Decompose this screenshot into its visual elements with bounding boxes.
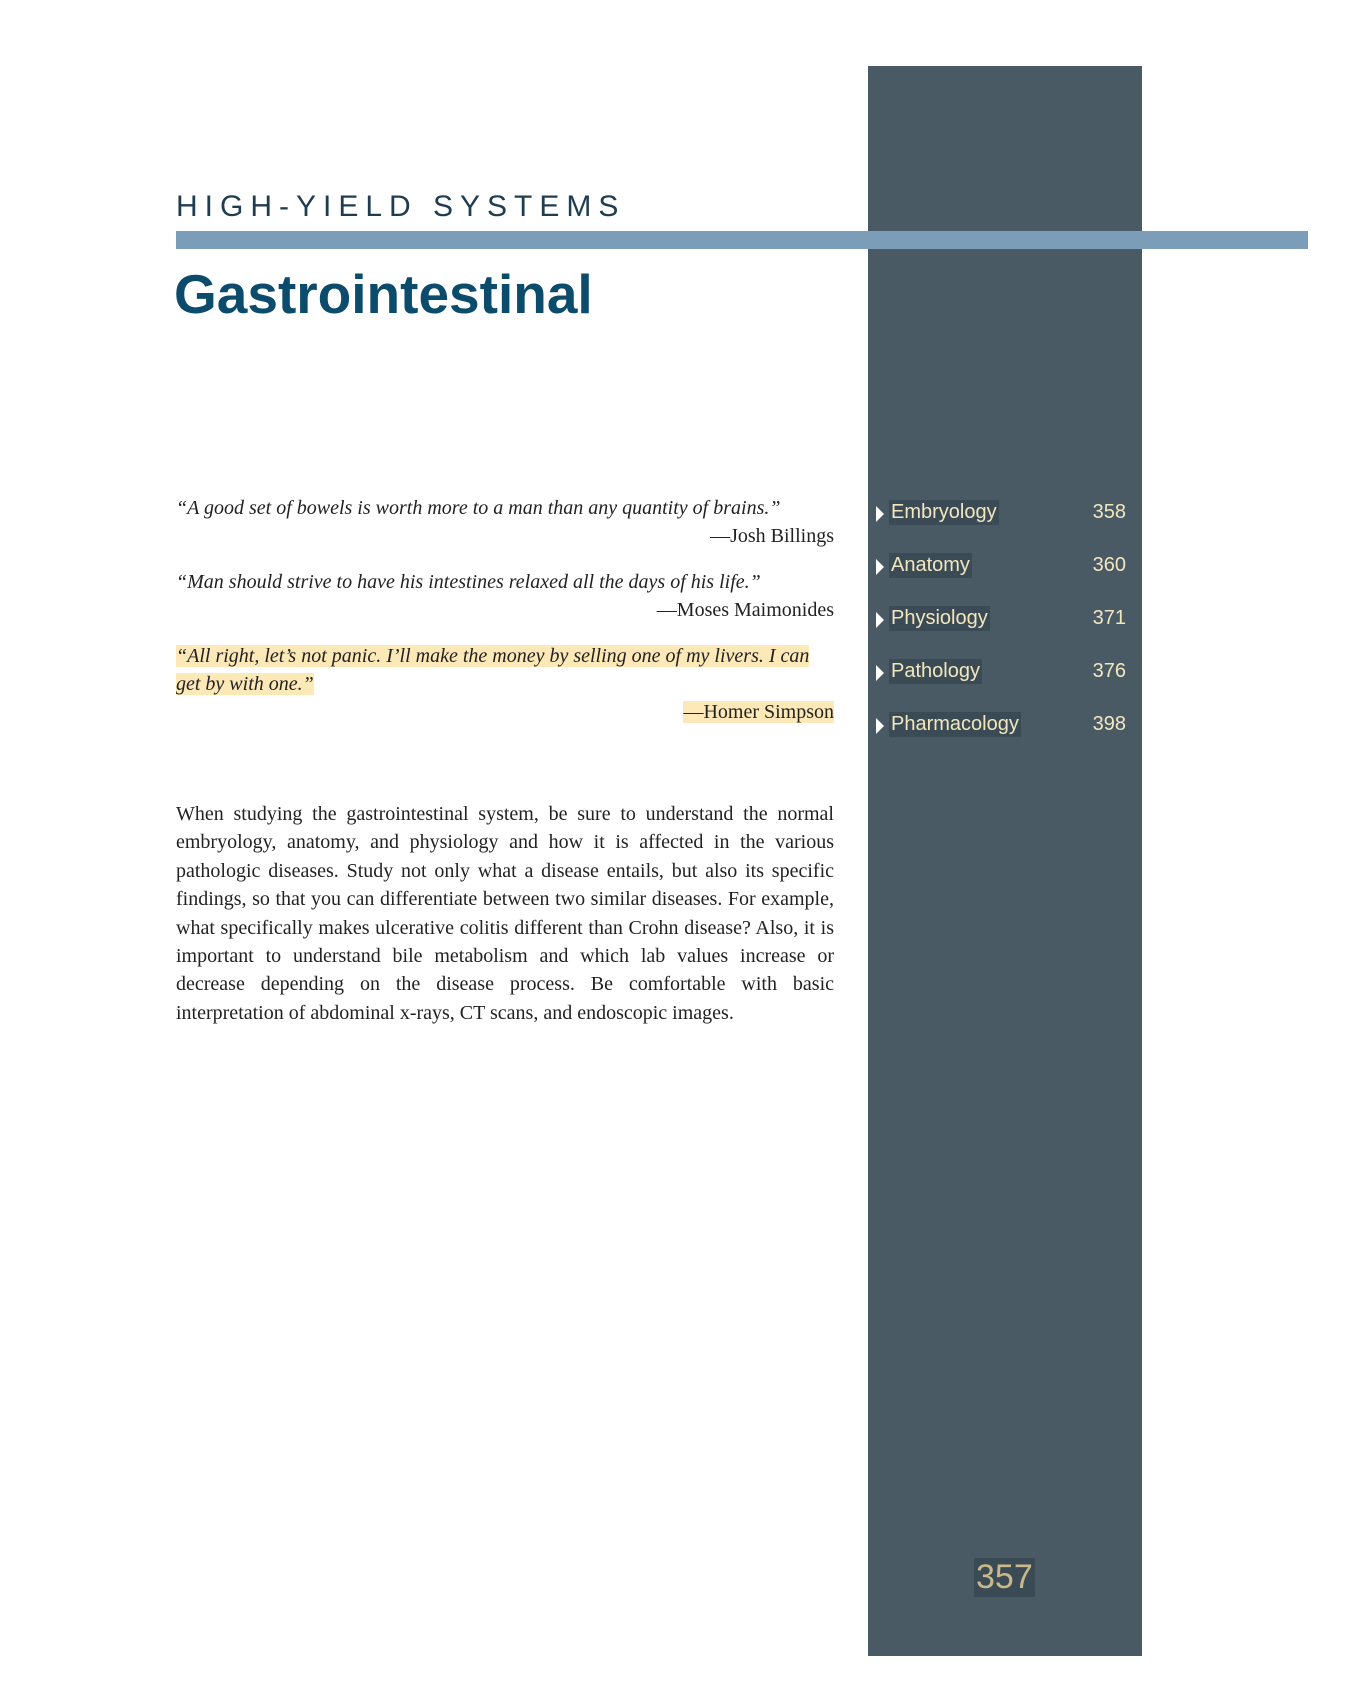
chapter-title: Gastrointestinal [174, 263, 593, 325]
toc-page-number: 398 [1092, 713, 1126, 735]
header-rule [176, 231, 1308, 249]
toc-label: Physiology [891, 607, 988, 629]
sidebar-panel [868, 66, 1142, 1656]
toc-page-number: 376 [1092, 660, 1126, 682]
toc-label: Pharmacology [891, 713, 1019, 735]
toc-item-embryology[interactable] [876, 500, 1126, 553]
toc-page-number: 371 [1092, 607, 1126, 629]
intro-paragraph: When studying the gastrointestinal system, be sure to understand the normal embryology, anatomy, and physiology and how it is affected in the various pathologic diseases. Study not only what a disease entails, but also its specific findings, so that you can differentiate between two similar diseases. For example, what specifically makes ulcerative colitis different than Crohn disease? Also, it is important to understand bile metabolism and which lab values increase or decrease depending on the disease process. Be comfortable with basic interpretation of abdominal x-rays, CT scans, and endoscopic images. [176, 803, 834, 1024]
toc-page-number: 358 [1092, 501, 1126, 523]
quote-text: “Man should strive to have his intestines relaxed all the days of his life.” [176, 571, 761, 593]
quote-2 [176, 568, 834, 624]
table-of-contents [876, 500, 1126, 765]
triangle-right-icon [876, 506, 884, 522]
quote-author: —Josh Billings [710, 525, 834, 547]
quote-1 [176, 494, 834, 550]
toc-page-number: 360 [1092, 554, 1126, 576]
toc-label: Anatomy [891, 554, 970, 576]
triangle-right-icon [876, 612, 884, 628]
toc-item-anatomy[interactable] [876, 553, 1126, 606]
toc-item-physiology[interactable] [876, 606, 1126, 659]
page-number: 357 [976, 1558, 1033, 1596]
triangle-right-icon [876, 718, 884, 734]
toc-item-pharmacology[interactable] [876, 712, 1126, 765]
quote-author-highlighted: —Homer Simpson [683, 701, 834, 723]
triangle-right-icon [876, 665, 884, 681]
quote-text-highlighted: “All right, let’s not panic. I’ll make the money by selling one of my livers. I can get by with one.” [176, 645, 810, 695]
section-label: HIGH-YIELD SYSTEMS [176, 190, 626, 223]
toc-label: Pathology [891, 660, 980, 682]
triangle-right-icon [876, 559, 884, 575]
toc-item-pathology[interactable] [876, 659, 1126, 712]
toc-label: Embryology [891, 501, 997, 523]
quote-author: —Moses Maimonides [656, 599, 834, 621]
quote-3 [176, 642, 834, 726]
quote-text: “A good set of bowels is worth more to a man than any quantity of brains.” [176, 497, 781, 519]
